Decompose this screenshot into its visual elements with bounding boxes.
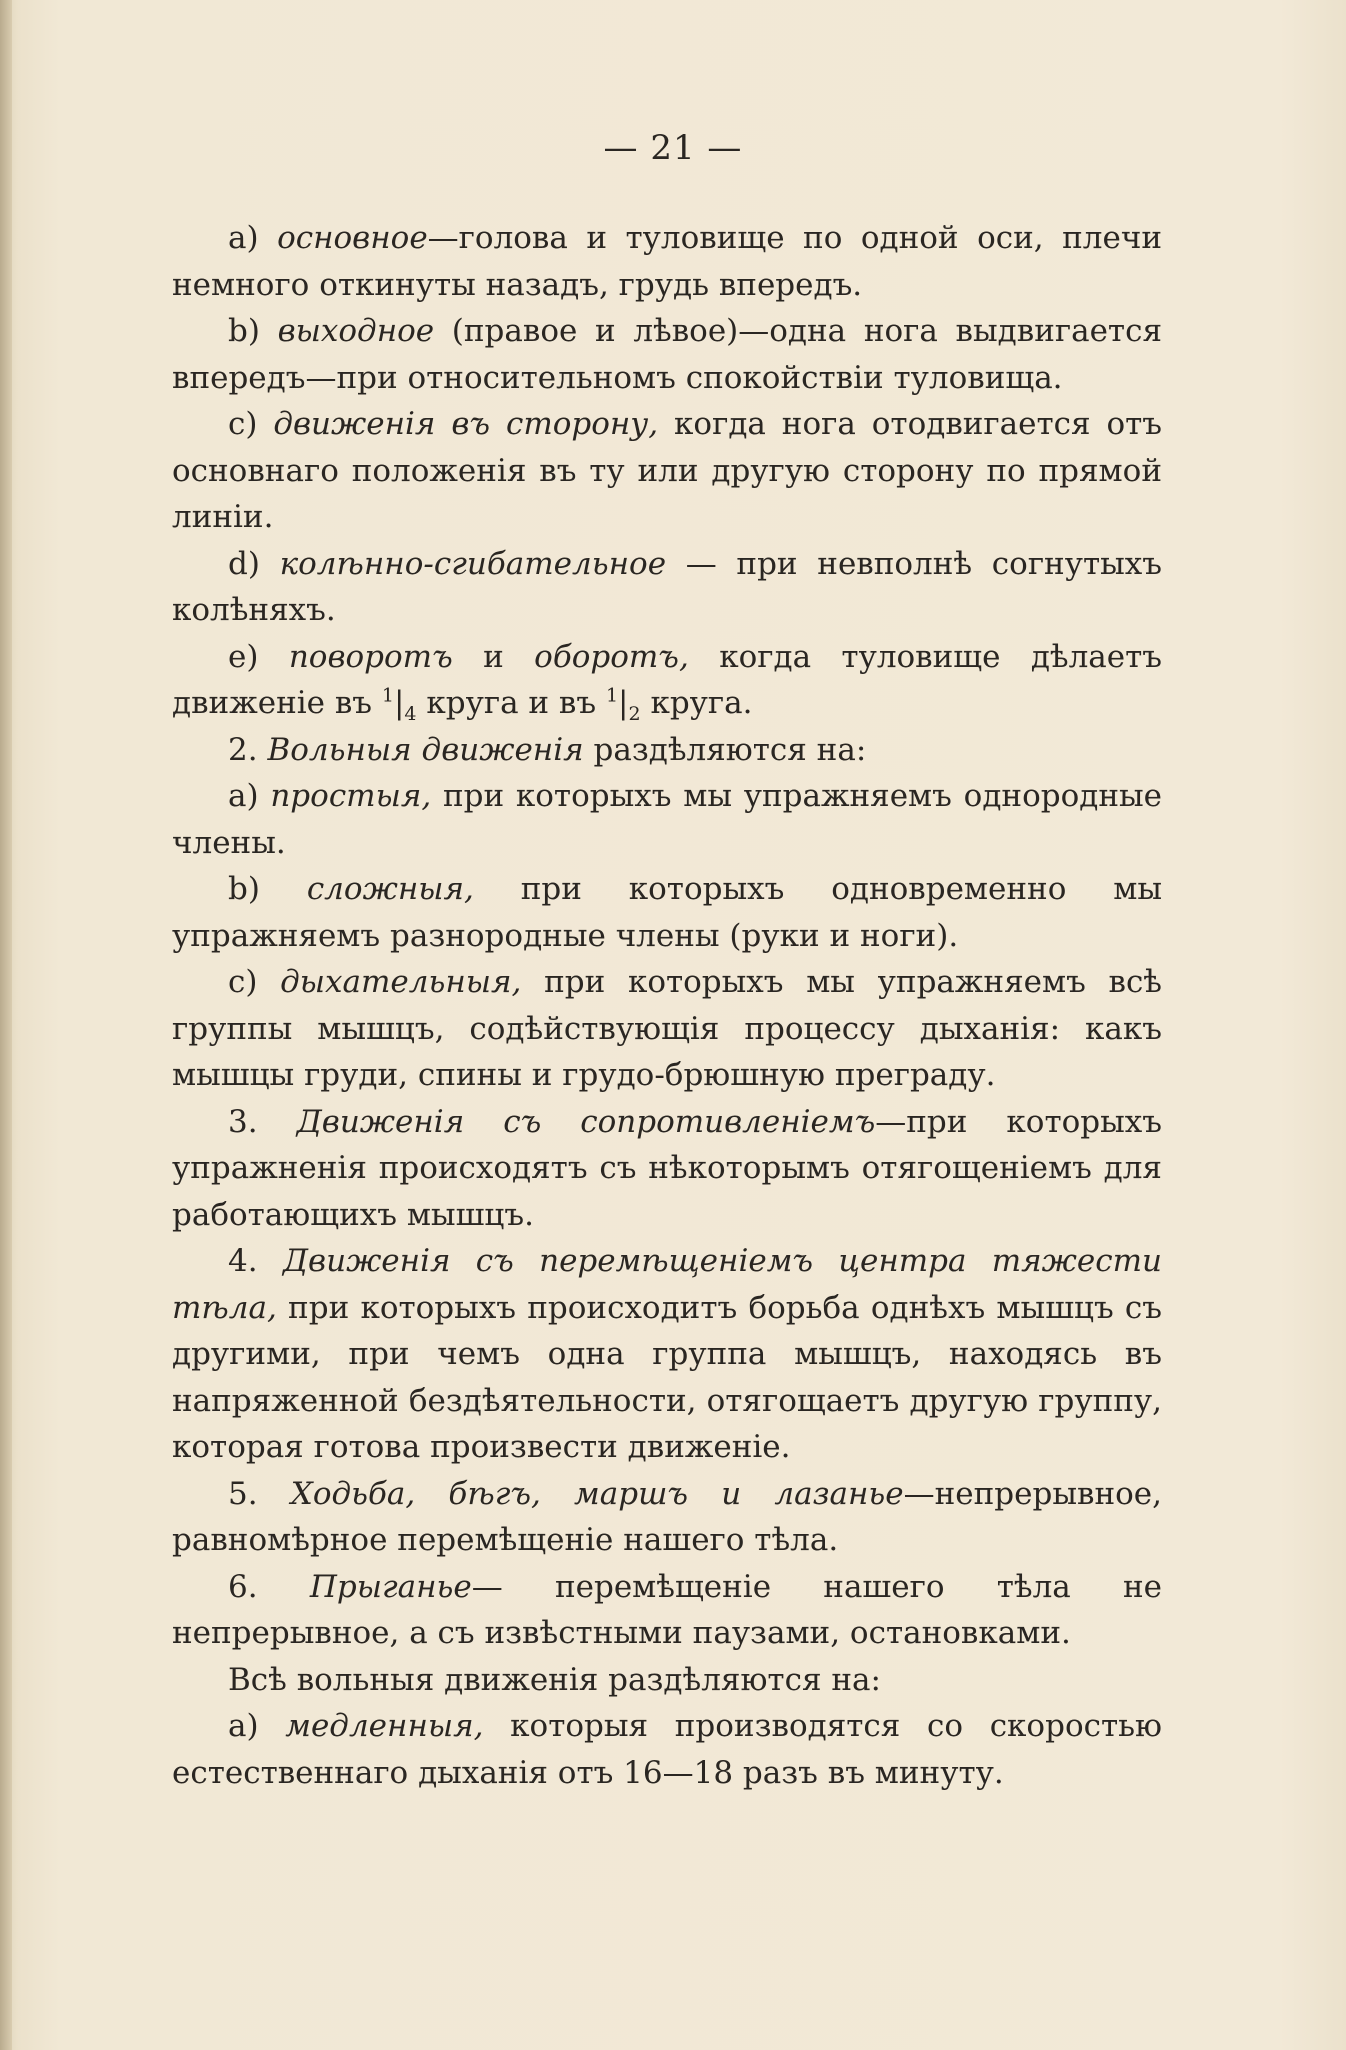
text: 2.	[228, 731, 268, 768]
text: при которыхъ мы упражняемъ всѣ группы мышцъ, содѣйствующія процессу дыханія: какъ мышцы груди, спины и грудо-брюшную преграду.	[172, 964, 1162, 1093]
text: при которыхъ происходитъ борьба однѣхъ мышцъ съ другими, при чемъ одна группа мышцъ, находясь въ напряженной бездѣятельности, отягощаетъ другую группу, которая готова произвести движеніе.	[172, 1289, 1162, 1465]
paragraph-a-basic	[172, 215, 1162, 308]
paragraph-c-side	[172, 401, 1162, 541]
text: a)	[228, 220, 278, 256]
text: 6.	[228, 1568, 310, 1605]
fraction-numerator: 1	[605, 684, 619, 707]
text: 4.	[228, 1243, 283, 1279]
text: и	[452, 638, 535, 675]
text: — перемѣщеніе нашего тѣла не непрерывное, а съ извѣстными паузами, остановками.	[172, 1568, 1162, 1651]
text: которыя производятся со скоростью естественнаго дыханія отъ 16—18 разъ въ минуту.	[172, 1708, 1162, 1791]
term: оборотъ,	[534, 638, 689, 675]
term: простыя,	[270, 778, 432, 814]
paragraph-c-breathing	[172, 959, 1162, 1099]
term: Прыганье	[309, 1568, 472, 1605]
paragraph-6-jumping	[172, 1564, 1162, 1657]
text: 3.	[228, 1103, 297, 1140]
text: c)	[228, 406, 274, 442]
term: движенія въ сторону,	[273, 406, 659, 442]
text: круга и въ	[416, 685, 606, 721]
text: когда нога отодвигается отъ основнаго положенія въ ту или другую сторону по прямой линіи.	[172, 406, 1163, 535]
text: при которыхъ одновременно мы упражняемъ разнородные члены (руки и ноги).	[172, 871, 1163, 954]
text: когда туловище дѣлаетъ движеніе въ	[172, 638, 1163, 721]
text: —непрерывное, равномѣрное перемѣщеніе нашего тѣла.	[172, 1475, 1162, 1558]
fraction-numerator: 1	[381, 684, 394, 707]
term: выходное	[277, 313, 435, 349]
body-text	[172, 215, 1162, 1796]
text: при которыхъ мы упражняемъ однородные члены.	[172, 778, 1163, 861]
text: Всѣ вольныя движенія раздѣляются на:	[228, 1661, 881, 1698]
text: 5.	[228, 1475, 291, 1512]
fraction-denominator: 4	[404, 703, 417, 726]
paragraph-d-knee	[172, 541, 1162, 634]
text: (правое и лѣвое)—одна нога выдвигается впередъ—при относительномъ спокойствіи туловища.	[172, 313, 1163, 396]
term: поворотъ	[288, 638, 453, 675]
paragraph-4-gravity	[172, 1238, 1162, 1471]
paragraph-a-slow	[172, 1703, 1162, 1796]
term: Движенія съ сопротивленіемъ	[296, 1103, 876, 1140]
term: сложныя,	[306, 871, 474, 907]
text: — при невполнѣ согнутыхъ колѣняхъ.	[172, 545, 1162, 628]
paragraph-2-free	[172, 727, 1162, 774]
text: c)	[228, 964, 281, 1000]
term: колѣнно-сгибательное	[279, 545, 667, 582]
text: круга.	[640, 685, 753, 721]
paragraph-b-complex	[172, 866, 1162, 959]
page-binding-edge	[0, 0, 12, 2050]
text: e)	[228, 638, 289, 675]
term: дыхательныя,	[280, 964, 522, 1000]
text: —голова и туловище по одной оси, плечи немного откинуты назадъ, грудь впередъ.	[172, 220, 1162, 303]
term: Движенія съ перемѣщеніемъ центра тяжести тѣла,	[172, 1243, 1162, 1326]
text: b)	[228, 313, 278, 349]
text: a)	[228, 1708, 286, 1744]
paragraph-3-resistance	[172, 1099, 1162, 1239]
fraction-denominator: 2	[628, 703, 641, 726]
term: основное	[277, 220, 428, 256]
term: Вольныя движенія	[267, 731, 584, 768]
text: d)	[228, 545, 280, 582]
page-number: — 21 —	[603, 128, 743, 168]
paragraph-b-exit	[172, 308, 1162, 401]
text: раздѣляются на:	[583, 731, 867, 768]
text: b)	[228, 871, 307, 907]
text: —при которыхъ упражненія происходятъ съ нѣкоторымъ отягощеніемъ для работающихъ мышцъ.	[172, 1103, 1162, 1233]
text: a)	[228, 778, 271, 814]
term: медленныя,	[285, 1708, 484, 1744]
paragraph-e-turn: e) поворотъ и оборотъ, когда туловище дѣлаетъ движеніе въ $^1|_4$ круга и въ $^1|_2$ круга.	[172, 638, 1163, 726]
paragraph-5-walking	[172, 1471, 1162, 1564]
term: Ходьба, бѣгъ, маршъ и лазанье	[290, 1475, 904, 1512]
paragraph-a-simple	[172, 773, 1162, 866]
paragraph-all-free	[172, 1657, 1162, 1704]
